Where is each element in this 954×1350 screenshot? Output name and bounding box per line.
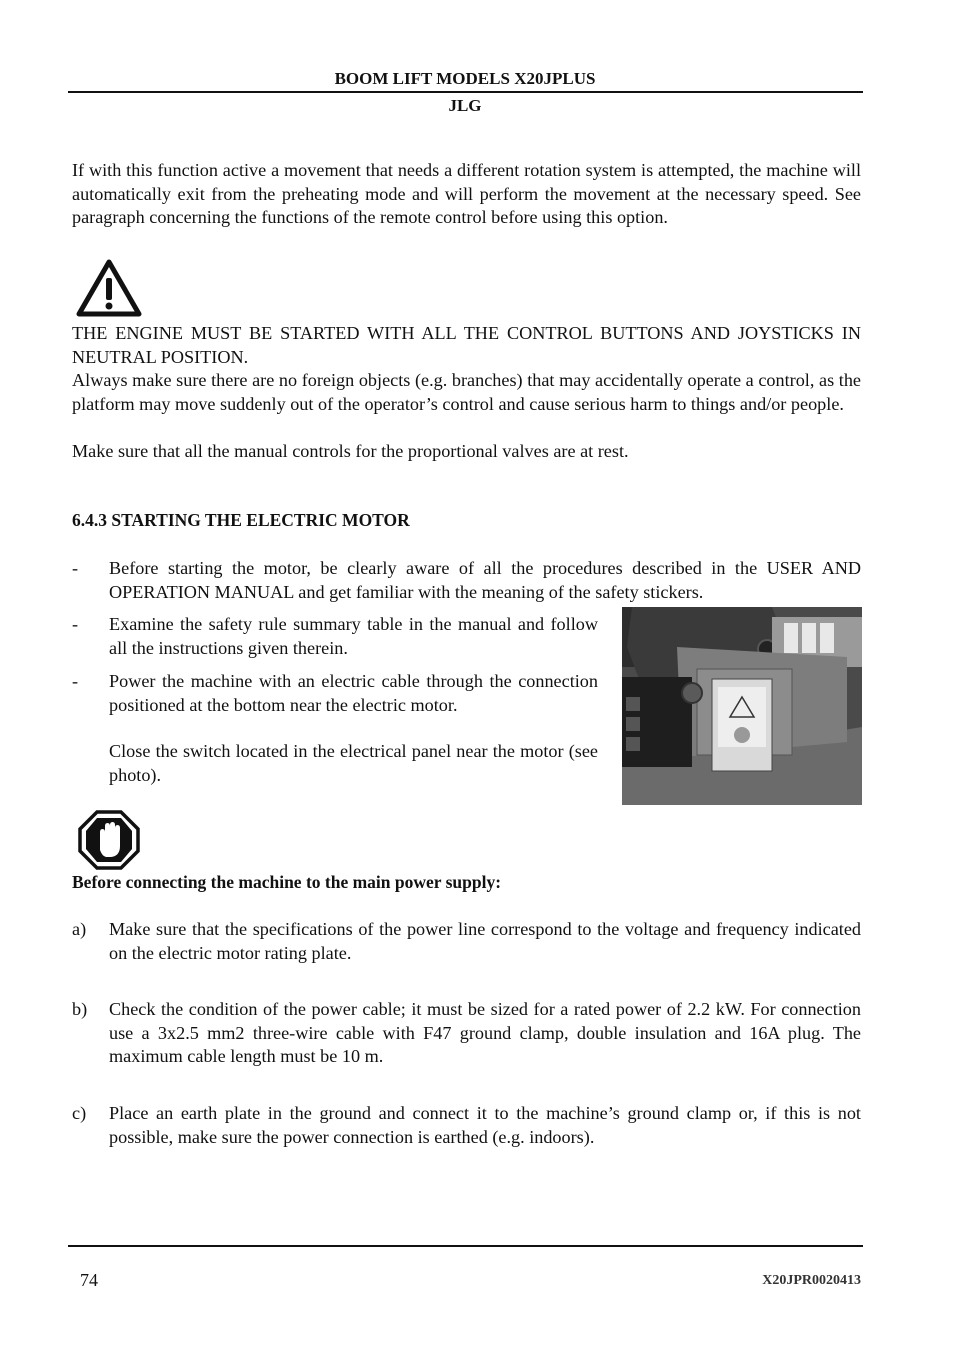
list-item xyxy=(72,670,598,790)
list-marker: a) xyxy=(72,919,87,939)
list-item xyxy=(72,918,861,966)
list-item-text: Check the condition of the power cable; it must be sized for a rated power of 2.2 kW. For connection use a 3x2.5 mm2 three-wire cable with F47 ground clamp, double insulation and 16A plug. The maximum cable length must be 10 m. xyxy=(109,999,861,1066)
list-marker: - xyxy=(72,614,79,634)
warning-triangle-icon xyxy=(76,259,142,317)
stop-notice-title: Before connecting the machine to the main power supply: xyxy=(72,872,502,892)
list-item-text: Make sure that the specifications of the power line correspond to the voltage and frequency indicated on the electric motor rating plate. xyxy=(109,919,861,963)
page-number: 74 xyxy=(80,1270,98,1290)
list-item-text: Power the machine with an electric cable through the connection positioned at the bottom near the electric motor. xyxy=(109,671,598,715)
machine-photo xyxy=(622,607,862,805)
header-brand: JLG xyxy=(448,96,482,115)
footer-rule xyxy=(68,1245,863,1247)
warning-caps-text: THE ENGINE MUST BE STARTED WITH ALL THE CONTROL BUTTONS AND JOYSTICKS IN NEUTRAL POSITION. xyxy=(72,323,861,367)
list-item-text-2: Close the switch located in the electrical panel near the motor (see photo). xyxy=(109,741,598,785)
warning-text-1: Always make sure there are no foreign objects (e.g. branches) that may accidentally operate a control, as the platform may move suddenly out of the operator’s control and cause serious harm to things and/or people. xyxy=(72,370,861,414)
list-marker: b) xyxy=(72,999,88,1019)
list-item-text: Examine the safety rule summary table in the manual and follow all the instructions given therein. xyxy=(109,614,598,658)
list-marker: - xyxy=(72,558,79,578)
header-rule xyxy=(68,91,863,93)
section-title: 6.4.3 STARTING THE ELECTRIC MOTOR xyxy=(72,510,410,530)
list-marker: c) xyxy=(72,1103,87,1123)
list-marker: - xyxy=(72,671,79,691)
list-item-text: Place an earth plate in the ground and connect it to the machine’s ground clamp or, if this is not possible, make sure the power connection is earthed (e.g. indoors). xyxy=(109,1103,861,1147)
list-item-text: Before starting the motor, be clearly aware of all the procedures described in the USER AND OPERATION MANUAL and get familiar with the meaning of the safety stickers. xyxy=(109,558,861,602)
header-title: BOOM LIFT MODELS X20JPLUS xyxy=(334,69,596,88)
list-item xyxy=(72,557,861,605)
warning-text-2: Make sure that all the manual controls for the proportional valves are at rest. xyxy=(72,441,629,461)
list-item xyxy=(72,613,598,661)
document-code: X20JPR0020413 xyxy=(762,1273,861,1288)
list-item xyxy=(72,998,861,1070)
stop-hand-icon xyxy=(78,810,140,870)
list-item xyxy=(72,1102,861,1150)
intro-paragraph: If with this function active a movement that needs a different rotation system is attempted, the machine will automatically exit from the preheating mode and will perform the movement at the necessary speed. See paragraph concerning the functions of the remote control before using this option. xyxy=(72,160,861,227)
